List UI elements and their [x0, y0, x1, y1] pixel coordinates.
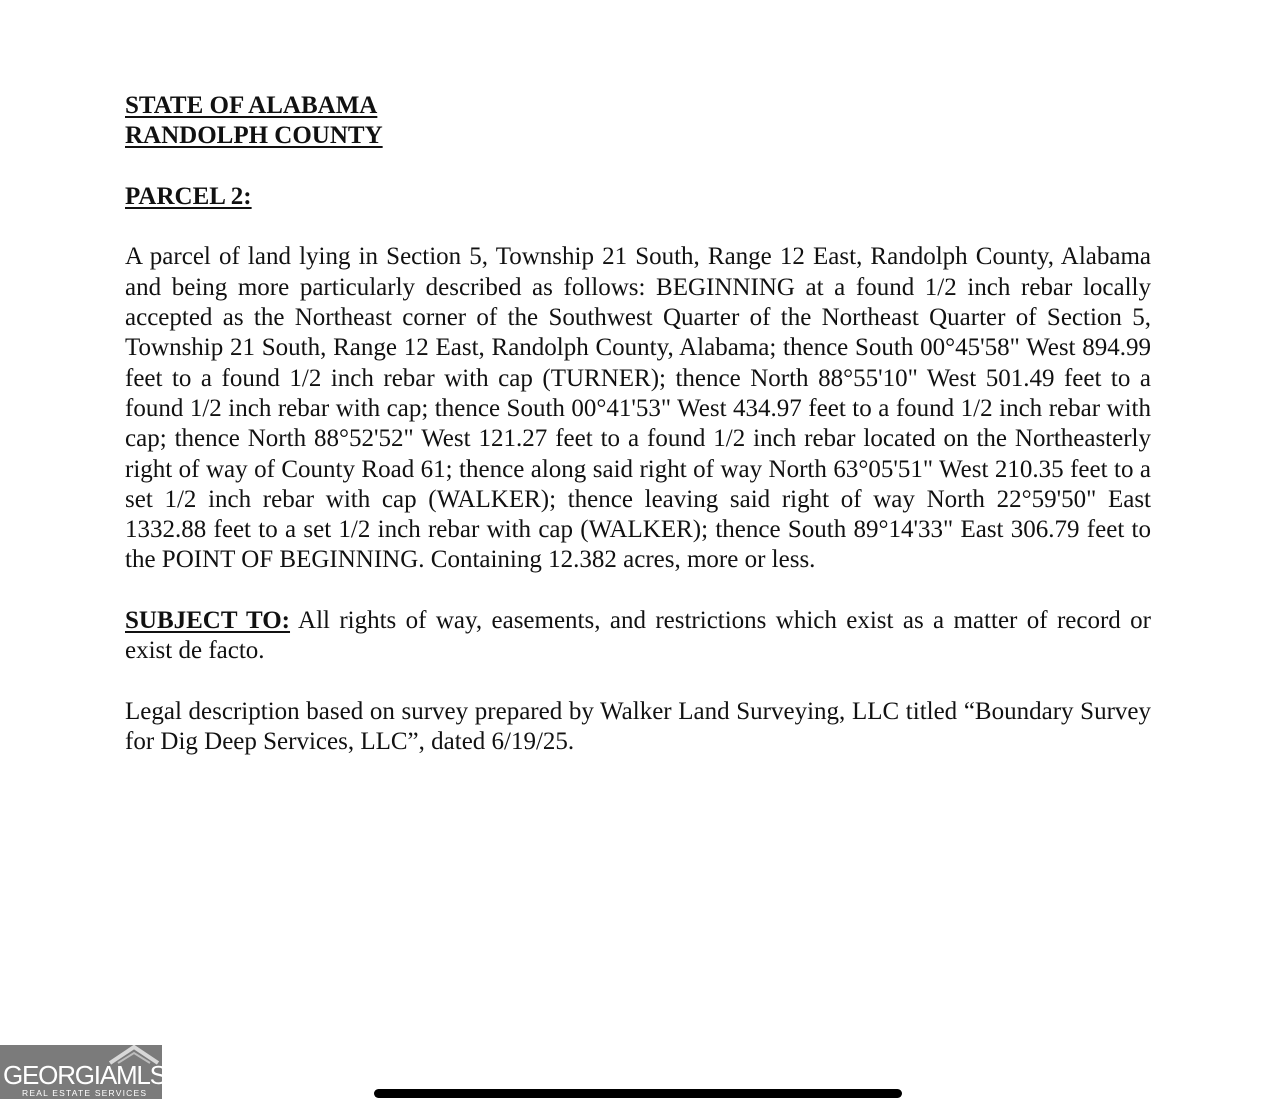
georgia-mls-watermark — [0, 1045, 166, 1099]
logo-word-mls: MLS — [115, 1060, 166, 1090]
logo-subtitle: REAL ESTATE SERVICES — [22, 1088, 148, 1098]
county-heading: RANDOLPH COUNTY — [125, 122, 383, 150]
subject-to-text: All rights of way, easements, and restrictions which exist as a matter of record or exist de facto. — [125, 607, 1151, 665]
legal-description: A parcel of land lying in Section 5, Township 21 South, Range 12 East, Randolph County, Alabama and being more particularly described as follows: BEGINNING at a found 1/2 inch rebar locally accepted as the Northeast corner of the Southwest Quarter of the Northeast Quarter of Section 5, Township 21 South, Range 12 East, Randolph County, Alabama; thence South 00°45'58" West 894.99 feet to a found 1/2 inch rebar with cap (TURNER); thence North 88°55'10" West 501.49 feet to a found 1/2 inch rebar with cap; thence South 00°41'53" West 434.97 feet to a found 1/2 inch rebar with cap; thence North 88°52'52" West 121.27 feet to a found 1/2 inch rebar located on the Northeasterly right of way of County Road 61; thence along said right of way North 63°05'51" West 210.35 feet to a set 1/2 inch rebar with cap (WALKER); thence leaving said right of way North 22°59'50" East 1332.88 feet to a set 1/2 inch rebar with cap (WALKER); thence South 89°14'33" East 306.79 feet to the POINT OF BEGINNING. Containing 12.382 acres, more or less. — [125, 243, 1151, 574]
home-indicator[interactable] — [374, 1089, 902, 1098]
logo-wordmark — [3, 1061, 166, 1089]
parcel-heading: PARCEL 2: — [125, 182, 252, 210]
logo-word-georgia: GEORGIA — [3, 1060, 116, 1090]
subject-to-paragraph — [125, 606, 1151, 667]
subject-to-label: SUBJECT TO: — [125, 607, 291, 635]
document-page — [125, 91, 1151, 758]
state-heading: STATE OF ALABAMA — [125, 92, 378, 119]
survey-note: Legal description based on survey prepared by Walker Land Surveying, LLC titled “Boundary Survey for Dig Deep Services, LLC”, dated 6/19/25. — [125, 697, 1151, 756]
